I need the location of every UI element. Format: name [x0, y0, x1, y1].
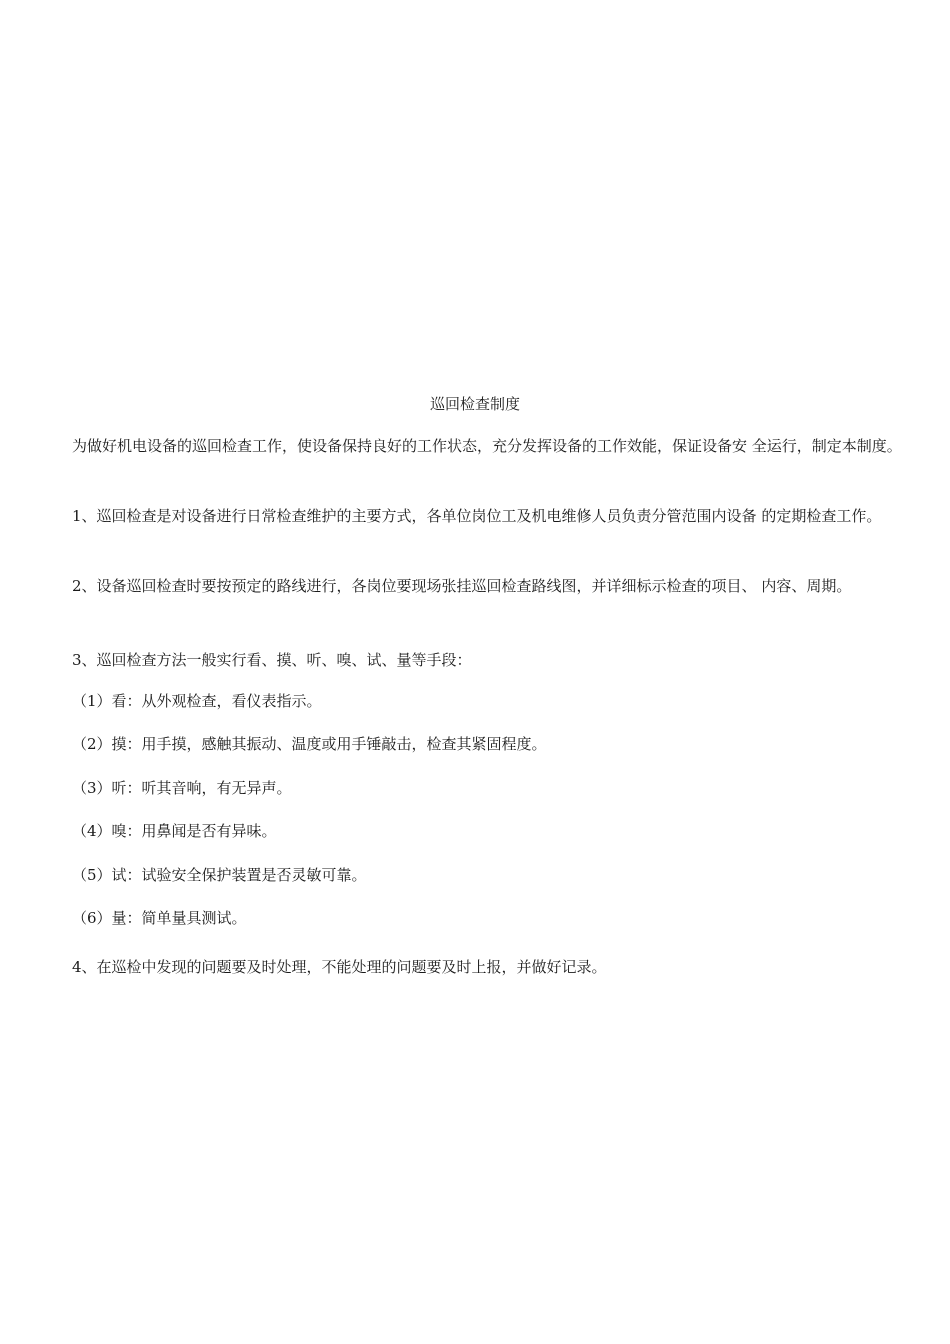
method-touch: （2）摸：用手摸，感触其振动、温度或用手锤敲击，检查其紧固程度。 [72, 735, 547, 753]
method-listen: （3）听：听其音响，有无异声。 [72, 779, 292, 797]
clause-4: 4、在巡检中发现的问题要及时处理，不能处理的问题要及时上报，并做好记录。 [72, 958, 607, 976]
intro-paragraph: 为做好机电设备的巡回检查工作，使设备保持良好的工作状态，充分发挥设备的工作效能，保证设备安 全运行，制定本制度。 [72, 437, 902, 455]
document-title: 巡回检查制度 [429, 395, 520, 413]
clause-2: 2、设备巡回检查时要按预定的路线进行，各岗位要现场张挂巡回检查路线图，并详细标示检查的项目、 内容、周期。 [72, 577, 852, 595]
method-smell: （4）嗅：用鼻闻是否有异味。 [72, 822, 277, 840]
method-measure: （6）量：简单量具测试。 [72, 909, 247, 927]
clause-3: 3、巡回检查方法一般实行看、摸、听、嗅、试、量等手段： [72, 651, 472, 669]
method-look: （1）看：从外观检查，看仪表指示。 [72, 692, 322, 710]
clause-1: 1、巡回检查是对设备进行日常检查维护的主要方式，各单位岗位工及机电维修人员负责分管范围内设备 的定期检查工作。 [72, 507, 882, 525]
method-test: （5）试：试验安全保护装置是否灵敏可靠。 [72, 866, 367, 884]
